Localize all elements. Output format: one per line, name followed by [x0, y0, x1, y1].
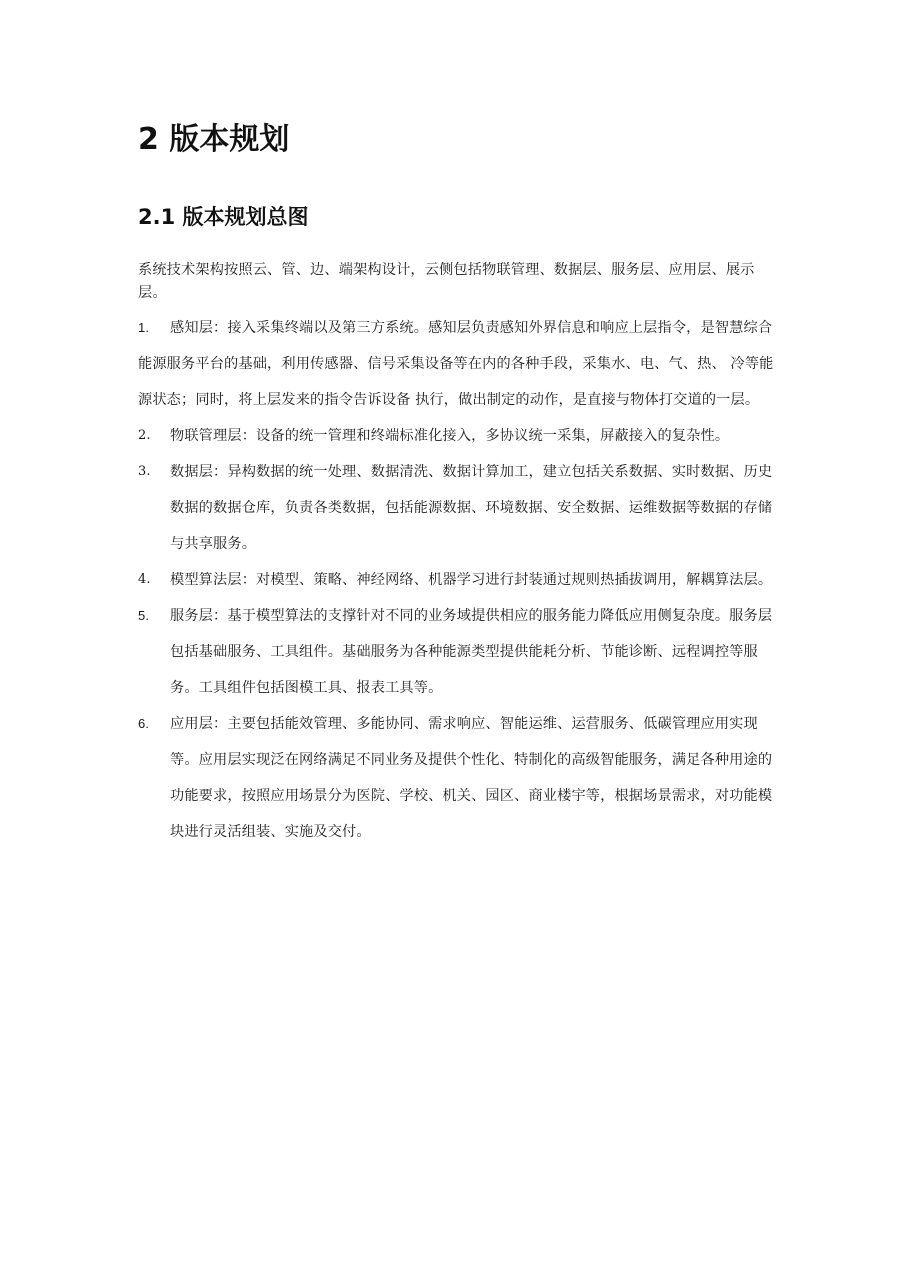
list-item-text: 应用层：主要包括能效管理、多能协同、需求响应、智能运维、运营服务、低碳管理应用实现等。应用层实现泛在网络满足不同业务及提供个性化、特制化的高级智能服务，满足各种用途的功能要求，按照应用场景分为医院、学校、机关、园区、商业楼宇等，根据场景需求，对功能模块进行灵活组装、实施及交付。	[170, 716, 773, 840]
list-number: 3.	[138, 464, 151, 479]
list-item-5	[138, 598, 774, 706]
list-number: 2.	[138, 428, 151, 443]
chapter-heading: 2 版本规划	[138, 122, 290, 157]
list-item-text: 感知层：接入采集终端以及第三方系统。感知层负责感知外界信息和响应上层指令，是智慧综合能源服务平台的基础，利用传感器、信号采集设备等在内的各种手段，采集水、电、气、热、 冷等能源状态；同时，将上层发来的指令告诉设备 执行，做出制定的动作，是直接与物体打交道的一层。	[138, 320, 774, 408]
list-item-text: 模型算法层：对模型、策略、神经网络、机器学习进行封装通过规则热插拔调用，解耦算法层。	[170, 572, 773, 588]
list-item-6	[138, 706, 774, 850]
list-item-3	[138, 454, 774, 562]
list-item-1	[138, 310, 774, 418]
list-item-text: 物联管理层：设备的统一管理和终端标准化接入，多协议统一采集，屏蔽接入的复杂性。	[170, 428, 730, 444]
list-number: 5.	[138, 608, 150, 623]
section-heading: 2.1 版本规划总图	[138, 205, 309, 229]
list-item-4	[138, 562, 774, 598]
list-number: 1.	[138, 320, 150, 335]
list-item-text: 数据层：异构数据的统一处理、数据清洗、数据计算加工，建立包括关系数据、实时数据、历史数据的数据仓库，负责各类数据，包括能源数据、环境数据、安全数据、运维数据等数据的存储与共享服务。	[170, 464, 773, 552]
list-item-2	[138, 418, 774, 454]
intro-paragraph: 系统技术架构按照云、管、边、端架构设计，云侧包括物联管理、数据层、服务层、应用层、展示层。	[138, 262, 755, 301]
list-number: 6.	[138, 716, 150, 731]
layer-list	[138, 310, 774, 850]
list-item-text: 服务层：基于模型算法的支撑针对不同的业务域提供相应的服务能力降低应用侧复杂度。服务层包括基础服务、工具组件。基础服务为各种能源类型提供能耗分析、节能诊断、远程调控等服务。工具组件包括图模工具、报表工具等。	[170, 608, 773, 696]
list-number: 4.	[138, 572, 151, 587]
